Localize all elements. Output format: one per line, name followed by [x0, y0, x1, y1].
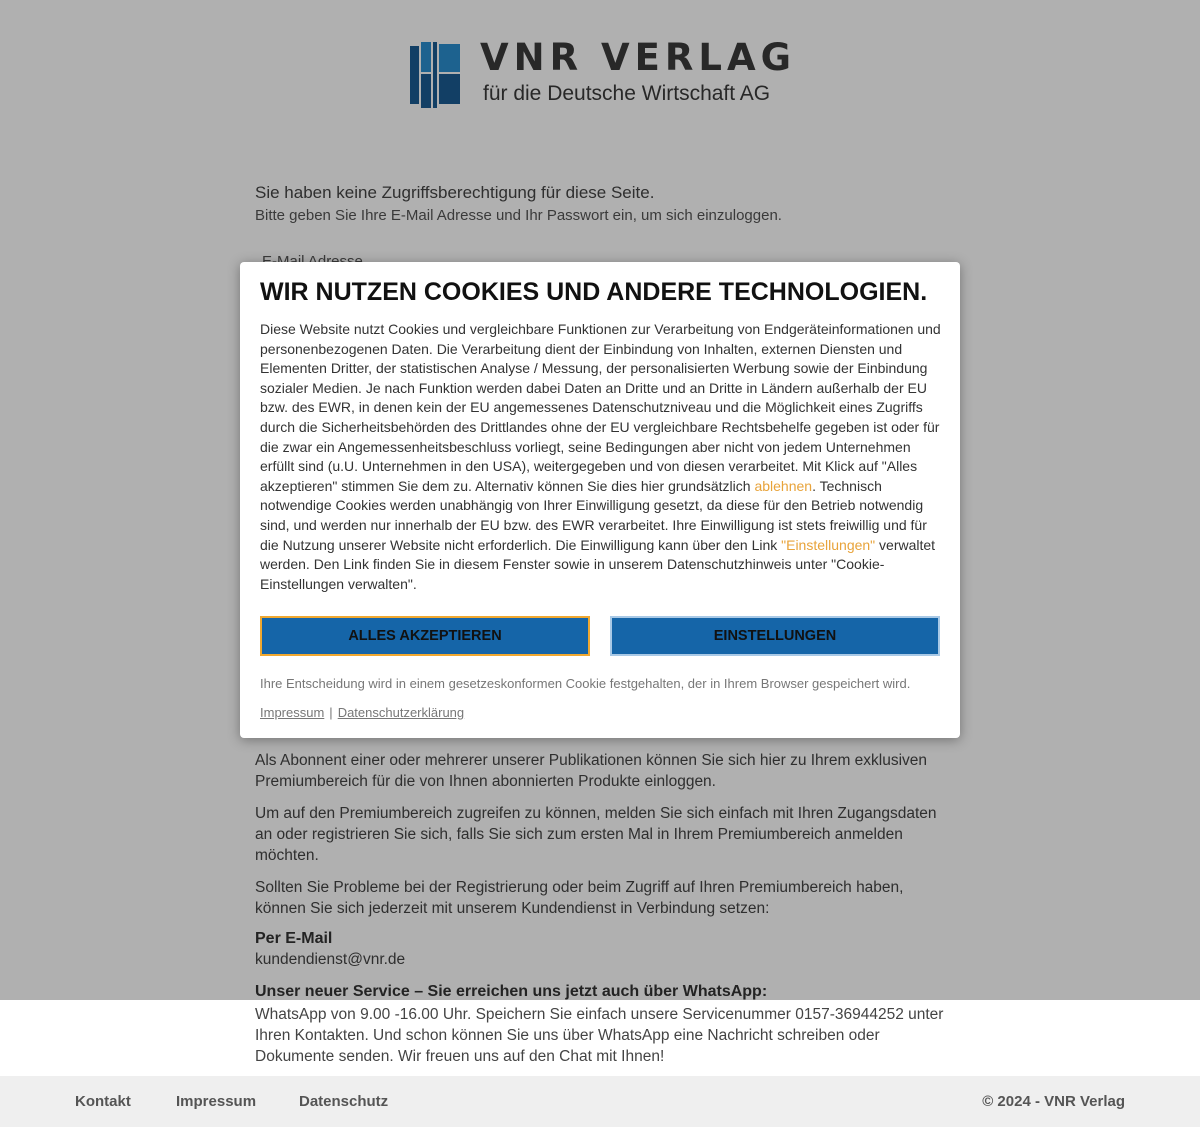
cookie-text-part3: verwaltet werden. Den Link finden Sie in diesem Fenster sowie in unserem Datenschutzhinweis unter "Cookie-Einstellungen verwalten".: [260, 536, 936, 592]
reject-link[interactable]: ablehnen: [754, 477, 813, 494]
email-contact-heading: Per E-Mail: [255, 930, 333, 947]
footer: [0, 1076, 1200, 1127]
settings-link[interactable]: "Einstellungen": [781, 536, 876, 553]
footer-link-impressum[interactable]: Impressum: [176, 1093, 257, 1110]
info-paragraph-subscribers: Als Abonnent einer oder mehrerer unserer Publikationen können Sie sich hier zu Ihrem exklusiven Premiumbereich für die von Ihnen abonnierten Produkte einloggen.: [255, 752, 928, 790]
cookie-decision-note: Ihre Entscheidung wird in einem gesetzeskonformen Cookie festgehalten, der in Ihrem Browser gespeichert wird.: [260, 676, 911, 691]
footer-copyright: © 2024 - VNR Verlag: [982, 1093, 1125, 1110]
accept-all-button[interactable]: ALLES AKZEPTIEREN: [260, 616, 590, 656]
access-denied-title: Sie haben keine Zugriffsberechtigung für diese Seite.: [255, 183, 655, 202]
info-paragraph-support: Sollten Sie Probleme bei der Registrierung oder beim Zugriff auf Ihren Premiumbereich haben, können Sie sich jederzeit mit unserem Kundendienst in Verbindung setzen:: [255, 879, 904, 917]
info-paragraph-access: Um auf den Premiumbereich zugreifen zu können, melden Sie sich einfach mit Ihren Zugangsdaten an oder registrieren Sie sich, falls Sie sich zum ersten Mal in Ihrem Premiumbereich anmelden möchten.: [255, 805, 937, 864]
whatsapp-info: WhatsApp von 9.00 -16.00 Uhr. Speichern Sie einfach unsere Servicenummer 0157-36944252 unter Ihren Kontakten. Und schon können Sie uns über WhatsApp eine Nachricht schreiben oder Dokumente senden. Wir freuen uns auf den Chat mit Ihnen!: [255, 1006, 944, 1065]
login-instructions: Bitte geben Sie Ihre E-Mail Adresse und Ihr Passwort ein, um sich einzuloggen.: [255, 207, 782, 224]
impressum-link[interactable]: Impressum: [260, 705, 325, 720]
datenschutz-link[interactable]: Datenschutzerklärung: [337, 705, 465, 720]
footer-link-datenschutz[interactable]: Datenschutz: [299, 1093, 389, 1110]
cookie-dialog-links: [260, 705, 464, 720]
cookie-text-part1: Diese Website nutzt Cookies und vergleichbare Funktionen zur Verarbeitung von Endgeräteinformationen und personenbezogenen Daten. Die Verarbeitung dient der Einbindung von Inhalten, externen Diensten und Elementen Dritter, der statistischen Analyse / Messung, der personalisierten Werbung sowie der Einbindung sozialer Medien. Je nach Funktion werden dabei Daten an Dritte und an Dritte in Ländern außerhalb der EU bzw. des EWR, in denen kein der EU angemessenes Datenschutzniveau und die Möglichkeit eines Zugriffs durch die Sicherheitsbehörden des Drittlandes ohne der EU vergleichbare Rechtsbehelfe gegeben ist oder für die zwar ein Angemessenheitsbeschluss vorliegt, seine Bedingungen aber nicht von jedem Unternehmen erfüllt sind (u.U. Unternehmen in den USA), weitergegeben und von diesen verarbeitet. Mit Klick auf "Alles akzeptieren" stimmen Sie dem zu. Alternativ können Sie dies hier grundsätzlich: [260, 321, 941, 494]
cookie-consent-dialog: [240, 262, 960, 738]
cookie-dialog-title: WIR NUTZEN COOKIES UND ANDERE TECHNOLOGIEN.: [260, 278, 928, 306]
whatsapp-heading: Unser neuer Service – Sie erreichen uns jetzt auch über WhatsApp:: [255, 983, 768, 1000]
cookie-text-part2: . Technisch notwendige Cookies werden unabhängig von Ihrer Einwilligung gesetzt, da diese für den Betrieb notwendig sind, und werden nur innerhalb der EU bzw. des EWR verarbeitet. Ihre Einwilligung ist stets freiwillig und für die Nutzung unserer Website nicht erforderlich. Die Einwilligung kann über den Link: [260, 477, 927, 553]
logo-title: VNR VERLAG: [480, 36, 796, 79]
footer-link-kontakt[interactable]: Kontakt: [75, 1093, 131, 1110]
settings-button[interactable]: EINSTELLUNGEN: [610, 616, 940, 656]
support-email-link[interactable]: kundendienst@vnr.de: [255, 951, 406, 968]
link-separator: |: [329, 705, 333, 720]
logo-subtitle: für die Deutsche Wirtschaft AG: [483, 82, 771, 105]
cookie-dialog-text: [260, 320, 942, 594]
